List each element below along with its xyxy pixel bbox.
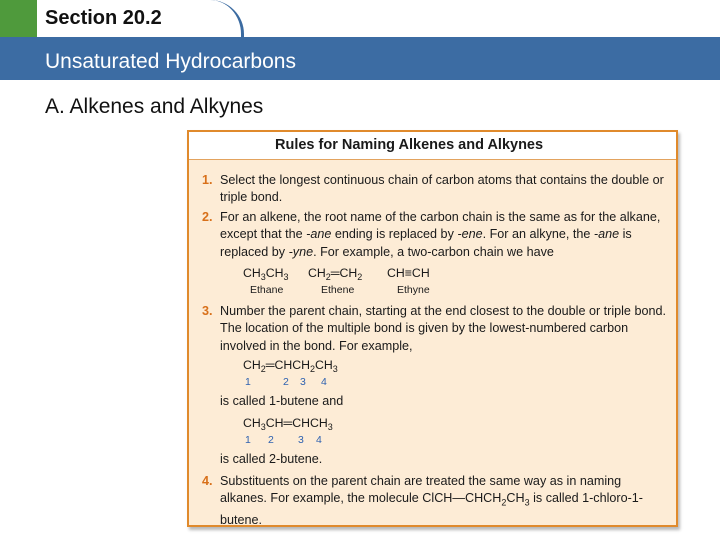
ethyne-formula: CH≡CH bbox=[387, 266, 430, 280]
section-color-block bbox=[0, 0, 37, 37]
ethyne-name: Ethyne bbox=[397, 284, 430, 296]
slide-title: Unsaturated Hydrocarbons bbox=[45, 50, 296, 73]
ethane-name: Ethane bbox=[250, 284, 284, 296]
rule-3-number: 3. bbox=[202, 304, 213, 318]
butene2-formula: $CH_3CH═CHCH_3$ bbox=[243, 416, 333, 432]
rule-4-text: Substituents on the parent chain are treated the same way as in naming alkanes. For example, the molecule $ClCH—CHCH_2CH_3$ is called 1-chloro-1-butene. bbox=[220, 474, 643, 528]
rule-3-text: Number the parent chain, starting at the end closest to the double or triple bond. The location of the multiple bond is given by the lowest-numbered carbon involved in the bond. For example, bbox=[220, 304, 666, 353]
rules-box bbox=[187, 130, 678, 527]
butene1-formula: $CH_2═CHCH_2CH_3$ bbox=[243, 358, 338, 374]
section-label: Section 20.2 bbox=[45, 7, 162, 29]
rule-2-text: For an alkene, the root name of the carbon chain is the same as for the alkane, except that the -ane ending is replaced by -ene. For an alkyne, the -ane is replaced by -yne. For example, a two-carbon chain we have bbox=[220, 210, 661, 259]
rules-box-title: Rules for Naming Alkenes and Alkynes bbox=[189, 132, 676, 160]
butene1-carbon-numbers: 1 2 3 4 bbox=[245, 376, 327, 388]
ethene-name: Ethene bbox=[321, 284, 355, 296]
slide-subtitle: A. Alkenes and Alkynes bbox=[45, 95, 264, 118]
rule-2-number: 2. bbox=[202, 210, 213, 224]
ethene-formula: $CH_2═CH_2$ bbox=[308, 266, 363, 282]
rule-1-number: 1. bbox=[202, 173, 213, 187]
ethane-formula: $CH_3CH_3$ bbox=[243, 266, 289, 282]
butene1-caption: is called 1-butene and bbox=[220, 394, 344, 408]
rule-4-number: 4. bbox=[202, 474, 213, 488]
butene2-carbon-numbers: 1 2 3 4 bbox=[245, 434, 322, 446]
butene2-caption: is called 2-butene. bbox=[220, 452, 323, 466]
rule-1-text: Select the longest continuous chain of carbon atoms that contains the double or triple bond. bbox=[220, 173, 664, 205]
